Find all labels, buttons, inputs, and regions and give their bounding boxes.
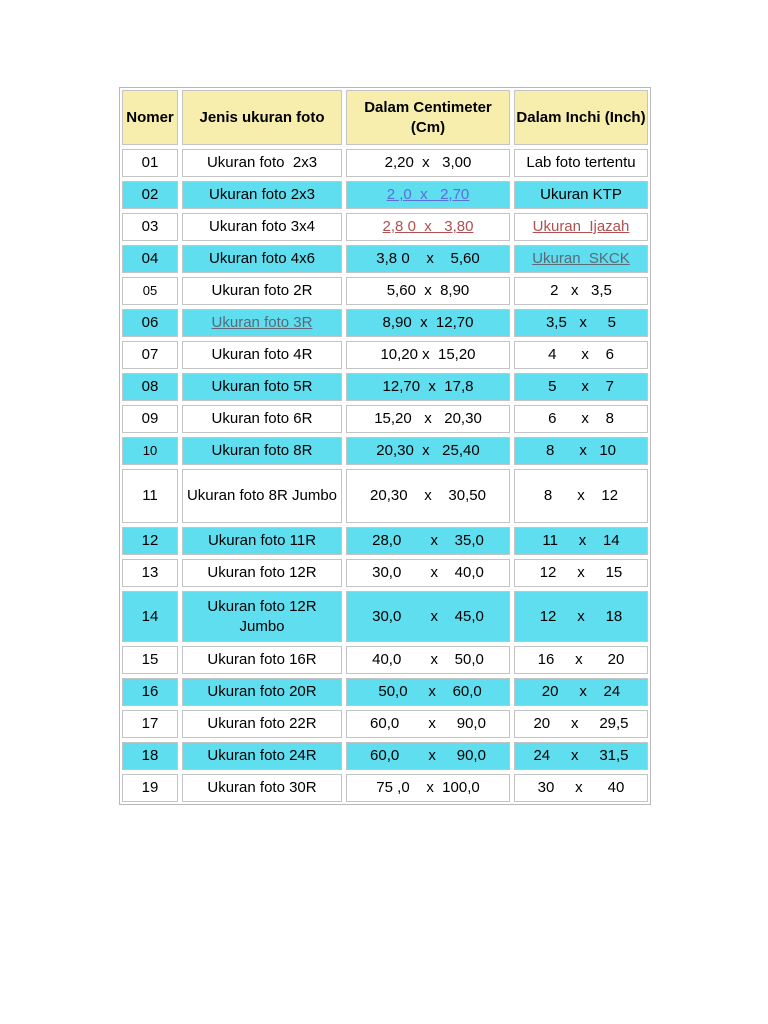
row-jenis: Ukuran foto 8R <box>182 437 342 465</box>
row-number: 15 <box>122 646 178 674</box>
row-inch: Ukuran KTP <box>514 181 648 209</box>
row-inch: 8 x 10 <box>514 437 648 465</box>
row-jenis: Ukuran foto 12R Jumbo <box>182 591 342 642</box>
table-row <box>120 243 650 275</box>
row-cm: 28,0 x 35,0 <box>346 527 510 555</box>
table-row <box>120 307 650 339</box>
row-inch: 3,5 x 5 <box>514 309 648 337</box>
row-jenis: Ukuran foto 24R <box>182 742 342 770</box>
row-cm: 15,20 x 20,30 <box>346 405 510 433</box>
row-number: 18 <box>122 742 178 770</box>
row-cm: 60,0 x 90,0 <box>346 710 510 738</box>
row-jenis: Ukuran foto 6R <box>182 405 342 433</box>
row-jenis: Ukuran foto 8R Jumbo <box>182 469 342 523</box>
row-inch-link[interactable]: Ukuran Ijazah <box>532 218 630 235</box>
row-cm: 10,20 x 15,20 <box>346 341 510 369</box>
row-number: 09 <box>122 405 178 433</box>
row-cm-link[interactable]: 2,8 0 x 3,80 <box>382 218 474 235</box>
row-cm: 3,8 0 x 5,60 <box>346 245 510 273</box>
row-inch: 16 x 20 <box>514 646 648 674</box>
row-number: 04 <box>122 245 178 273</box>
row-jenis: Ukuran foto 16R <box>182 646 342 674</box>
table-row <box>120 467 650 525</box>
row-cm-link[interactable]: 2 ,0 x 2,70 <box>386 186 470 203</box>
row-cm: 5,60 x 8,90 <box>346 277 510 305</box>
table-row <box>120 371 650 403</box>
row-jenis: Ukuran foto 4x6 <box>182 245 342 273</box>
row-inch: 20 x 29,5 <box>514 710 648 738</box>
row-number: 16 <box>122 678 178 706</box>
photo-size-table <box>119 87 651 805</box>
table-row <box>120 179 650 211</box>
row-number: 19 <box>122 774 178 802</box>
header-cm: Dalam Centimeter (Cm) <box>346 90 510 145</box>
table-row <box>120 147 650 179</box>
row-jenis: Ukuran foto 2R <box>182 277 342 305</box>
row-cm: 30,0 x 40,0 <box>346 559 510 587</box>
row-cm: 12,70 x 17,8 <box>346 373 510 401</box>
table-row <box>120 403 650 435</box>
table-row <box>120 557 650 589</box>
table-row <box>120 339 650 371</box>
row-number: 12 <box>122 527 178 555</box>
row-cm: 20,30 x 30,50 <box>346 469 510 523</box>
row-number: 10 <box>122 437 178 465</box>
row-inch: 20 x 24 <box>514 678 648 706</box>
row-inch: 6 x 8 <box>514 405 648 433</box>
row-jenis: Ukuran foto 4R <box>182 341 342 369</box>
row-inch-link[interactable]: Ukuran SKCK <box>532 250 630 267</box>
table-row <box>120 772 650 804</box>
header-inch: Dalam Inchi (Inch) <box>514 90 648 145</box>
row-inch: 8 x 12 <box>514 469 648 523</box>
table-row <box>120 589 650 644</box>
row-inch: 4 x 6 <box>514 341 648 369</box>
row-jenis: Ukuran foto 11R <box>182 527 342 555</box>
row-jenis: Ukuran foto 20R <box>182 678 342 706</box>
row-number: 17 <box>122 710 178 738</box>
row-cm: 40,0 x 50,0 <box>346 646 510 674</box>
row-cm: 8,90 x 12,70 <box>346 309 510 337</box>
row-inch: Lab foto tertentu <box>514 149 648 177</box>
row-inch: 24 x 31,5 <box>514 742 648 770</box>
row-jenis: Ukuran foto 12R <box>182 559 342 587</box>
table-row <box>120 676 650 708</box>
row-number: 14 <box>122 591 178 642</box>
row-number: 01 <box>122 149 178 177</box>
row-cm: 20,30 x 25,40 <box>346 437 510 465</box>
table-row <box>120 211 650 243</box>
header-jenis: Jenis ukuran foto <box>182 90 342 145</box>
row-jenis: Ukuran foto 30R <box>182 774 342 802</box>
row-cm: 50,0 x 60,0 <box>346 678 510 706</box>
table-header-row <box>120 88 650 147</box>
table-row <box>120 644 650 676</box>
row-inch: 12 x 15 <box>514 559 648 587</box>
row-number: 02 <box>122 181 178 209</box>
row-cm: 75 ,0 x 100,0 <box>346 774 510 802</box>
row-inch: 30 x 40 <box>514 774 648 802</box>
row-number: 06 <box>122 309 178 337</box>
row-jenis: Ukuran foto 22R <box>182 710 342 738</box>
row-inch: 2 x 3,5 <box>514 277 648 305</box>
table-row <box>120 740 650 772</box>
row-inch: 12 x 18 <box>514 591 648 642</box>
table-row <box>120 435 650 467</box>
row-cm: 60,0 x 90,0 <box>346 742 510 770</box>
row-cm: 30,0 x 45,0 <box>346 591 510 642</box>
row-number: 05 <box>122 277 178 305</box>
row-jenis-link[interactable]: Ukuran foto 3R <box>211 314 313 331</box>
row-number: 07 <box>122 341 178 369</box>
row-inch: 5 x 7 <box>514 373 648 401</box>
table-row <box>120 708 650 740</box>
row-jenis: Ukuran foto 5R <box>182 373 342 401</box>
row-number: 08 <box>122 373 178 401</box>
row-number: 13 <box>122 559 178 587</box>
row-jenis: Ukuran foto 2x3 <box>182 149 342 177</box>
table-row <box>120 525 650 557</box>
row-number: 03 <box>122 213 178 241</box>
row-number: 11 <box>122 469 178 523</box>
row-inch: 11 x 14 <box>514 527 648 555</box>
row-jenis: Ukuran foto 3x4 <box>182 213 342 241</box>
table-row <box>120 275 650 307</box>
header-nomer: Nomer <box>122 90 178 145</box>
row-cm: 2,20 x 3,00 <box>346 149 510 177</box>
row-jenis: Ukuran foto 2x3 <box>182 181 342 209</box>
